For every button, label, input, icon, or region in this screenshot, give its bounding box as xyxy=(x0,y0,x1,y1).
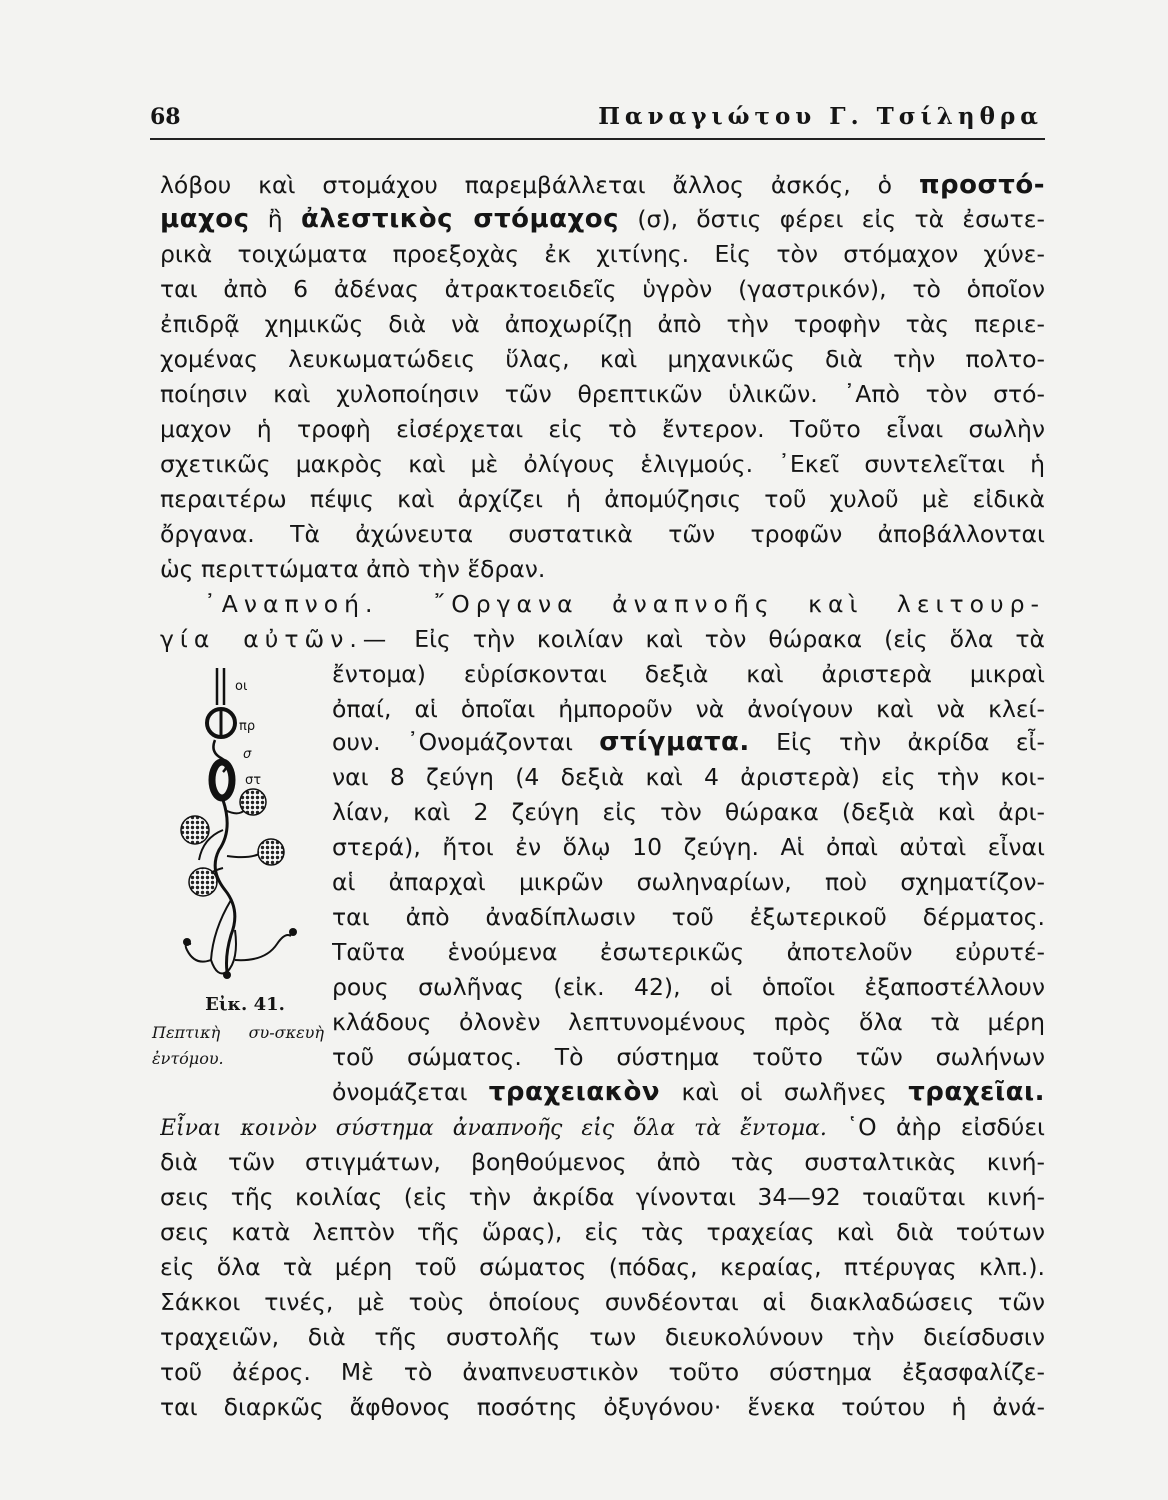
page-number: 68 xyxy=(150,104,181,130)
text-line: τοῦ σώματος. Τὸ σύστημα τοῦτο τῶν σωλήνων xyxy=(332,1043,1045,1071)
text-line: Εἶναι κοινὸν σύστημα ἀναπνοῆς εἰς ὅλα τὰ ἔντομα. ῾Ο ἀὴρ εἰσδύει xyxy=(160,1113,1045,1141)
text-line: Σάκκοι τινές, μὲ τοὺς ὁποίους συνδέονται αἱ διακλαδώσεις τῶν xyxy=(160,1288,1045,1316)
figure-label: στ xyxy=(245,773,262,788)
gland-cluster xyxy=(258,839,284,865)
gland-cluster xyxy=(181,816,209,844)
figure-ellipse xyxy=(212,762,232,798)
italic-sentence: Εἶναι κοινὸν σύστημα ἀναπνοῆς εἰς ὅλα τὰ ἔντομα. xyxy=(160,1116,827,1141)
bold-term: στίγματα. xyxy=(599,727,750,757)
text-line: ναι 8 ζεύγη (4 δεξιὰ καὶ 4 ἀριστερὰ) εἰς τὴν κοι- xyxy=(332,763,1045,791)
text-line: σεις κατὰ λεπτὸν τῆς ὥρας), εἰς τὰς τραχείας καὶ διὰ τούτων xyxy=(160,1218,1045,1246)
figure-label: σ xyxy=(243,747,252,762)
text-line: ουν. ᾿Ονομάζονται στίγματα. Εἰς τὴν ἀκρίδα εἶ- xyxy=(332,727,1045,757)
text-line: περαιτέρω πέψις καὶ ἀρχίζει ἡ ἀπομύζησις τοῦ χυλοῦ μὲ εἰδικὰ xyxy=(160,485,1045,513)
bold-term: τραχεῖαι. xyxy=(908,1077,1045,1107)
section-heading: ᾿Αναπνοή. ῎Οργανα ἀναπνοῆς καὶ λειτουρ- xyxy=(204,590,1045,618)
text-line: ρικὰ τοιχώματα προεξοχὰς ἐκ χιτίνης. Εἰς τὸν στόμαχον χύνε- xyxy=(160,240,1045,268)
bold-term: μαχος xyxy=(160,204,250,234)
text-line: ἐπιδρᾷ χημικῶς διὰ νὰ ἀποχωρίζῃ ἀπὸ τὴν τροφὴν τὰς περιε- xyxy=(160,310,1045,338)
text-line: ποίησιν καὶ χυλοποίησιν τῶν θρεπτικῶν ὑλικῶν. ᾿Απὸ τὸν στό- xyxy=(160,380,1045,408)
text-line: ὀνομάζεται τραχειακὸν καὶ οἱ σωλῆνες τραχεῖαι. xyxy=(332,1077,1045,1107)
page-header xyxy=(150,98,1045,140)
text-line: ὀπαί, αἱ ὁποῖαι ἠμποροῦν νὰ ἀνοίγουν καὶ νὰ κλεί- xyxy=(332,695,1045,723)
bold-term: ἀλεστικὸς στόμαχος xyxy=(300,204,620,234)
running-head: Παναγιώτου Γ. Τσίληθρα xyxy=(598,103,1043,130)
text-line: μαχος ἢ ἀλεστικὸς στόμαχος (σ), ὅστις φέρει εἰς τὰ ἐσωτε- xyxy=(160,204,1045,234)
figure-label: πρ xyxy=(239,719,256,734)
figure-label: οι xyxy=(235,679,248,694)
text-line: ται ἀπὸ ἀναδίπλωσιν τοῦ ἐξωτερικοῦ δέρματος. xyxy=(332,903,1045,931)
text-line: χομένας λευκωματώδεις ὕλας, καὶ μηχανικῶς διὰ τὴν πολτο- xyxy=(160,345,1045,373)
gland-cluster xyxy=(189,868,217,896)
text-line: ὄργανα. Τὰ ἀχώνευτα συστατικὰ τῶν τροφῶν ἀποβάλλονται xyxy=(160,520,1045,548)
text-line: Ταῦτα ἑνούμενα ἐσωτερικῶς ἀποτελοῦν εὐρυτέ- xyxy=(332,938,1045,966)
gland-cluster xyxy=(240,789,266,815)
figure-hindgut xyxy=(211,900,236,974)
text-line: ὡς περιττώματα ἀπὸ τὴν ἕδραν. xyxy=(160,555,546,583)
text-line: τραχειῶν, διὰ τῆς συστολῆς των διευκολύνουν τὴν διείσδυσιν xyxy=(160,1323,1045,1351)
text-line: στερά), ἤτοι ἐν ὅλῳ 10 ζεύγη. Αἱ ὀπαὶ αὐταὶ εἶναι xyxy=(332,833,1045,861)
text-line: ρους σωλῆνας (εἰκ. 42), οἱ ὁποῖοι ἐξαποστέλλουν xyxy=(332,973,1045,1001)
figure-intestine xyxy=(215,800,235,972)
bold-term: προστό- xyxy=(918,170,1045,200)
figure-node xyxy=(223,971,231,979)
text-line: μαχον ἡ τροφὴ εἰσέρχεται εἰς τὸ ἔντερον. Τοῦτο εἶναι σωλὴν xyxy=(160,415,1045,443)
figure-node xyxy=(183,938,191,946)
text-line: εἰς ὅλα τὰ μέρη τοῦ σώματος (πόδας, κεραίας, πτέρυγας κλπ.). xyxy=(160,1253,1045,1281)
text-line: ἔντομα) εὑρίσκονται δεξιὰ καὶ ἀριστερὰ μικραὶ xyxy=(332,660,1045,688)
text-line: διὰ τῶν στιγμάτων, βοηθούμενος ἀπὸ τὰς συσταλτικὰς κινή- xyxy=(160,1148,1045,1176)
text-line: ται ἀπὸ 6 ἀδένας ἀτρακτοειδεῖς ὑγρὸν (γαστρικόν), τὸ ὁποῖον xyxy=(160,275,1045,303)
text-line: αἱ ἀπαρχαὶ μικρῶν σωληναρίων, ποὺ σχηματίζον- xyxy=(332,868,1045,896)
digestive-system-figure xyxy=(165,660,330,1000)
text-line: λόβου καὶ στομάχου παρεμβάλλεται ἄλλος ἀσκός, ὁ προστό- xyxy=(160,170,1045,200)
figure-node xyxy=(289,928,297,936)
text-line: λίαν, καὶ 2 ζεύγη εἰς τὸν θώρακα (δεξιὰ καὶ ἀρι- xyxy=(332,798,1045,826)
text-line: σεις τῆς κοιλίας (εἰς τὴν ἀκρίδα γίνονται 34—92 τοιαῦται κινή- xyxy=(160,1183,1045,1211)
figure-caption-title: Εἰκ. 41. xyxy=(205,994,285,1015)
figure-tube xyxy=(186,944,211,962)
figure-tube xyxy=(235,935,291,960)
bold-term: τραχειακὸν xyxy=(488,1077,661,1107)
text-line: γία αὐτῶν.— Εἰς τὴν κοιλίαν καὶ τὸν θώρακα (εἰς ὅλα τὰ xyxy=(160,625,1045,653)
text-line: σχετικῶς μακρὸς καὶ μὲ ὀλίγους ἑλιγμούς. ᾿Εκεῖ συντελεῖται ἡ xyxy=(160,450,1045,478)
text-line: κλάδους ὀλονὲν λεπτυνομένους πρὸς ὅλα τὰ μέρη xyxy=(332,1008,1045,1036)
text-line: τοῦ ἀέρος. Μὲ τὸ ἀναπνευστικὸν τοῦτο σύστημα ἐξασφαλίζε- xyxy=(160,1358,1045,1386)
figure-caption-text: Πεπτικὴ συ-σκευὴ ἐντόμου. xyxy=(152,1023,324,1068)
text-line: ται διαρκῶς ἄφθονος ποσότης ὀξυγόνου· ἕνεκα τούτου ἡ ἀνά- xyxy=(160,1393,1045,1421)
